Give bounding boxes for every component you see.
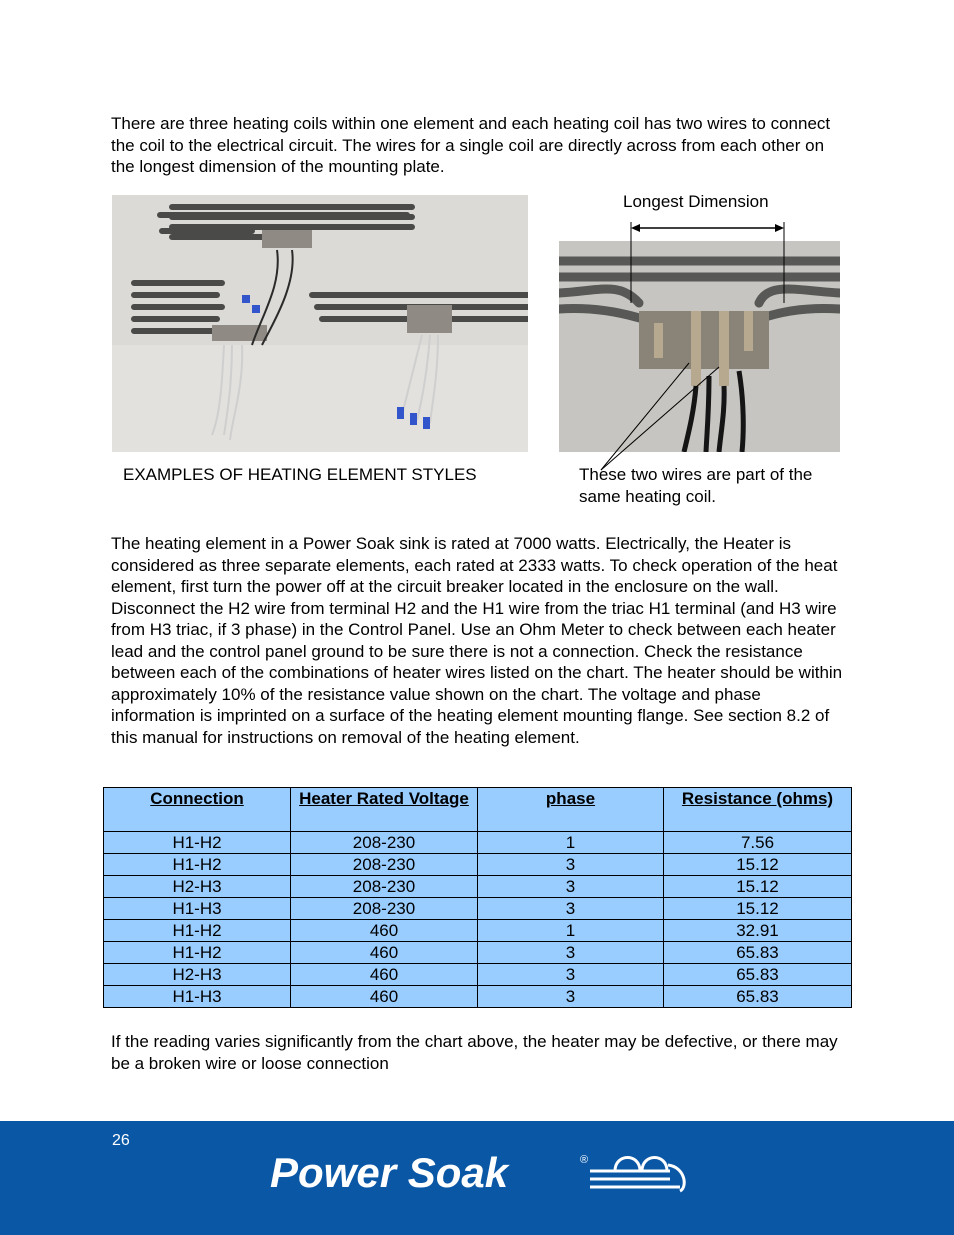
cell-resistance: 15.12 xyxy=(664,854,852,876)
footer-bar xyxy=(0,1121,954,1235)
closing-paragraph: If the reading varies significantly from the chart above, the heater may be defective, or there may be a broken wire or loose connection xyxy=(111,1032,838,1073)
cell-connection: H2-H3 xyxy=(104,964,291,986)
table-row xyxy=(104,964,852,986)
cell-connection: H2-H3 xyxy=(104,876,291,898)
table-row xyxy=(104,920,852,942)
cell-connection: H1-H2 xyxy=(104,942,291,964)
heating-element-styles-photo xyxy=(112,195,528,452)
cell-voltage: 460 xyxy=(291,986,478,1008)
table-row xyxy=(104,986,852,1008)
cell-resistance: 65.83 xyxy=(664,942,852,964)
cell-phase: 1 xyxy=(478,920,664,942)
resistance-table xyxy=(103,787,852,1008)
header-heater-rated-voltage: Heater Rated Voltage xyxy=(291,788,478,832)
logo-wordmark: Power Soak xyxy=(270,1149,509,1196)
cell-phase: 3 xyxy=(478,876,664,898)
longest-dimension-label: Longest Dimension xyxy=(623,192,769,211)
cell-resistance: 32.91 xyxy=(664,920,852,942)
cell-connection: H1-H3 xyxy=(104,898,291,920)
sink-icon xyxy=(590,1158,684,1192)
cell-resistance: 15.12 xyxy=(664,876,852,898)
cell-phase: 3 xyxy=(478,854,664,876)
cell-phase: 1 xyxy=(478,832,664,854)
cell-voltage: 208-230 xyxy=(291,898,478,920)
cell-voltage: 460 xyxy=(291,942,478,964)
cell-voltage: 208-230 xyxy=(291,854,478,876)
table-header-row xyxy=(104,788,852,832)
cell-voltage: 208-230 xyxy=(291,876,478,898)
resistance-check-paragraph: The heating element in a Power Soak sink is rated at 7000 watts. Electrically, the Heater is considered as three separate elements, each rated at 2333 watts. To check operation of the heat element, first turn the power off at the circuit breaker located in the enclosure on the wall. Disconnect the H2 wire from terminal H2 and the H1 wire from the triac H1 terminal (and H3 wire from H3 triac, if 3 phase) in the Control Panel. Use an Ohm Meter to check between each heater lead and the control panel ground to be sure there is not a connection. Check the resistance between each of the combinations of heater wires listed on the chart. The heater should be within approximately 10% of the resistance value shown on the chart. The voltage and phase information is imprinted on a surface of the heating element mounting flange. See section 8.2 of this manual for instructions on removal of the heating element. xyxy=(111,534,843,747)
table-row xyxy=(104,876,852,898)
page-number: 26 xyxy=(112,1132,130,1149)
heating-element-styles-caption: EXAMPLES OF HEATING ELEMENT STYLES xyxy=(123,465,477,484)
cell-connection: H1-H2 xyxy=(104,920,291,942)
cell-resistance: 15.12 xyxy=(664,898,852,920)
cell-voltage: 460 xyxy=(291,920,478,942)
cell-connection: H1-H2 xyxy=(104,854,291,876)
header-resistance: Resistance (ohms) xyxy=(664,788,852,832)
table-row xyxy=(104,832,852,854)
power-soak-logo xyxy=(270,1143,690,1197)
cell-resistance: 7.56 xyxy=(664,832,852,854)
table-row xyxy=(104,854,852,876)
table-row xyxy=(104,898,852,920)
cell-resistance: 65.83 xyxy=(664,964,852,986)
cell-phase: 3 xyxy=(478,964,664,986)
intro-paragraph: There are three heating coils within one element and each heating coil has two wires to connect the coil to the electrical circuit. The wires for a single coil are directly across from each other on the longest dimension of the mounting plate. xyxy=(111,114,831,176)
header-phase: phase xyxy=(478,788,664,832)
cell-resistance: 65.83 xyxy=(664,986,852,1008)
cell-voltage: 208-230 xyxy=(291,832,478,854)
cell-phase: 3 xyxy=(478,942,664,964)
cell-connection: H1-H2 xyxy=(104,832,291,854)
cell-phase: 3 xyxy=(478,986,664,1008)
dimension-annotation xyxy=(559,215,849,475)
registered-mark: ® xyxy=(580,1154,589,1166)
cell-phase: 3 xyxy=(478,898,664,920)
table-row xyxy=(104,942,852,964)
cell-connection: H1-H3 xyxy=(104,986,291,1008)
cell-voltage: 460 xyxy=(291,964,478,986)
same-coil-caption: These two wires are part of the same heating coil. xyxy=(579,465,813,506)
header-connection: Connection xyxy=(104,788,291,832)
